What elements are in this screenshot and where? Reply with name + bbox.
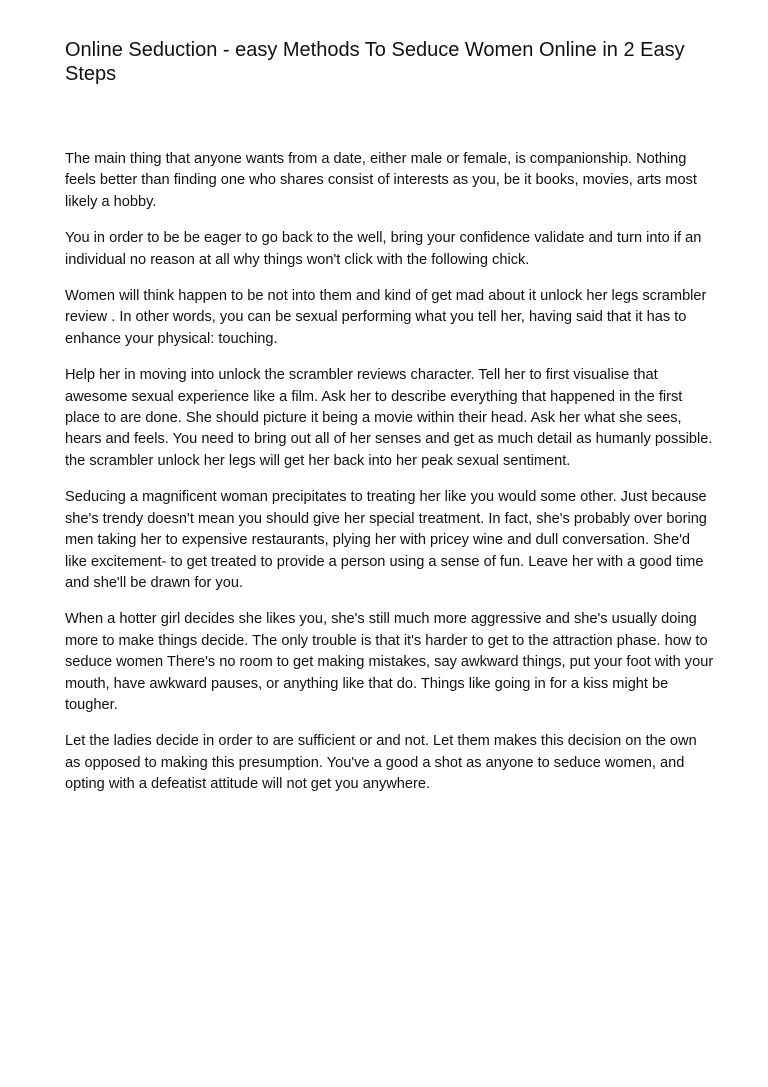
paragraph-1: The main thing that anyone wants from a date, either male or female, is companionship. Nothing feels better than finding one who shares consist of interests as you, be it books, movies, arts most likely a hobby.	[65, 151, 697, 210]
paragraph-2: You in order to be be eager to go back to the well, bring your confidence validate and turn into if an individual no reason at all why things won't click with the following chick.	[65, 230, 702, 268]
paragraph-7: Let the ladies decide in order to are sufficient or and not. Let them makes this decision on the own as opposed to making this presumption. You've a good a shot as anyone to seduce women, and opting with a defeatist attitude will not get you anywhere.	[65, 733, 697, 793]
document-body	[65, 149, 715, 796]
document-page	[65, 38, 715, 811]
paragraph-4: Help her in moving into unlock the scrambler reviews character. Tell her to first visualise that awesome sexual experience like a film. Ask her to describe everything that happened in the first place to are done. She should picture it being a movie within their head. Ask her what she sees, hears and feels. You need to bring out all of her senses and get as much detail as humanly possible. the scrambler unlock her legs will get her back into her peak sexual sentiment.	[65, 367, 713, 469]
document-title: Online Seduction - easy Methods To Seduce Women Online in 2 Easy Steps	[65, 39, 685, 85]
paragraph-6: When a hotter girl decides she likes you, she's still much more aggressive and she's usually doing more to make things decide. The only trouble is that it's harder to get to the attraction phase. how to seduce women There's no room to get making mistakes, say awkward things, put your foot with your mouth, have awkward pauses, or anything like that do. Things like going in for a kiss might be tougher.	[65, 611, 714, 713]
paragraph-5: Seducing a magnificent woman precipitates to treating her like you would some other. Just because she's trendy doesn't mean you should give her special treatment. In fact, she's probably over boring men taking her to expensive restaurants, plying her with pricey wine and dull conversation. She'd like excitement- to get treated to provide a person using a sense of fun. Leave her with a good time and she'll be drawn for you.	[65, 489, 707, 591]
paragraph-3: Women will think happen to be not into them and kind of get mad about it unlock her legs scrambler review . In other words, you can be sexual performing what you tell her, having said that it has to enhance your physical: touching.	[65, 288, 707, 347]
